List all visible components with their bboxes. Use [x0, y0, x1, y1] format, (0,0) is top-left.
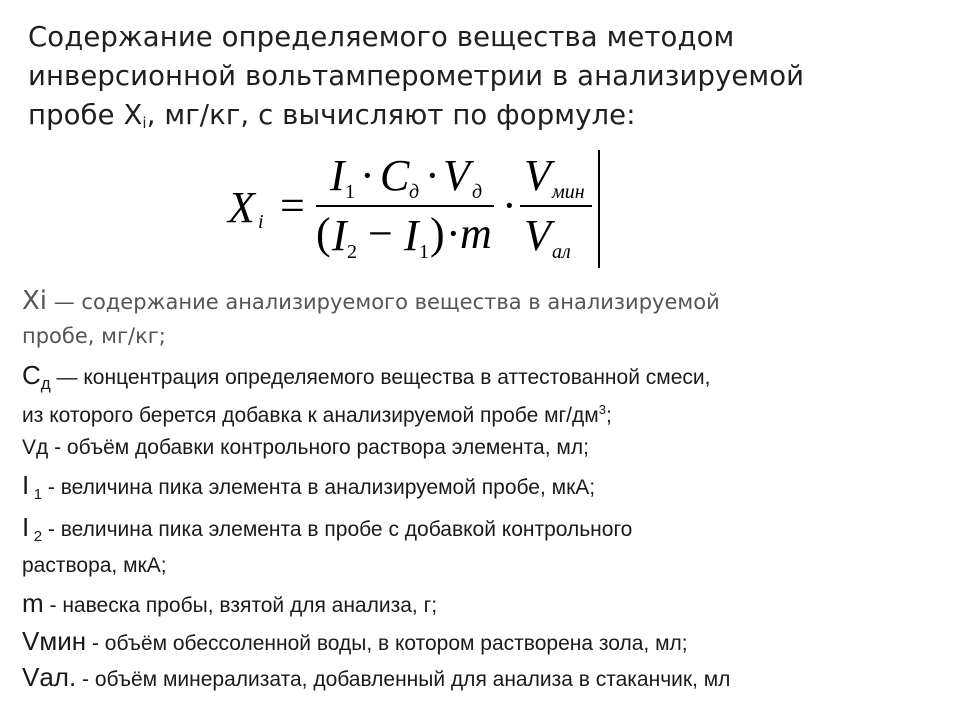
def-i2-text-1: - величина пика элемента в пробе с добавкой контрольного	[42, 518, 633, 541]
def-m-text: - навеска пробы, взятой для анализа, г;	[43, 594, 438, 617]
num1-dot-1: ·	[360, 151, 375, 200]
formula-lhs: X	[228, 183, 255, 232]
formula	[218, 150, 618, 268]
heading-line-1: Содержание определяемого вещества методом	[28, 21, 735, 53]
def-vd-text: д - объём добавки контрольного раствора элемента, мл;	[36, 436, 589, 459]
def-cd-line-1	[22, 360, 710, 394]
def-cd-text-2: из которого берется добавка к анализируемой пробе мг/дм	[22, 404, 599, 427]
def-xi-line-2	[22, 324, 166, 348]
den1-close-paren: )	[430, 209, 445, 258]
num1-I-sub: 1	[345, 181, 355, 203]
fraction-bar-1	[316, 205, 494, 207]
def-i1-line	[22, 470, 595, 503]
formula-mid-dot: ·	[502, 181, 517, 230]
def-val-text: - объём минерализата, добавленный для анализа в стаканчик, мл	[76, 668, 731, 691]
num1-C: C	[380, 151, 410, 200]
num2-V: V	[524, 151, 551, 200]
den1-I1: I	[404, 211, 419, 260]
den1-m: m	[460, 209, 492, 258]
def-xi-text-1: — содержание анализируемого вещества в анализируемой	[47, 290, 720, 314]
def-cd-text-1: — концентрация определяемого вещества в аттестованной смеси,	[50, 366, 711, 389]
num1-I: I	[330, 151, 345, 200]
den1-I2: I	[332, 211, 347, 260]
def-cd-sup: 3	[598, 402, 606, 417]
def-m-line	[22, 588, 437, 619]
num1-C-sub: д	[409, 181, 420, 203]
den1-dot: ·	[446, 209, 461, 258]
def-xi-symbol: Xi	[22, 286, 48, 316]
def-val-symbol: Vал.	[22, 662, 77, 692]
def-cd-text-2-end: ;	[605, 404, 612, 427]
formula-vertical-rule	[598, 150, 600, 268]
fraction-bar-2	[520, 205, 592, 207]
den2-V: V	[524, 211, 551, 260]
def-vmin-symbol: Vмин	[22, 626, 87, 656]
heading-line-3-post: , мг/кг, с вычисляют по формуле:	[146, 99, 636, 131]
def-xi-text-2: пробе, мг/кг;	[22, 324, 166, 348]
def-vmin-text: - объём обессоленной воды, в котором растворена зола, мл;	[86, 632, 688, 655]
def-i2-sub: 2	[33, 528, 43, 545]
den1-open-paren: (	[316, 209, 331, 258]
heading-line-3	[28, 96, 938, 135]
def-cd-symbol: С	[22, 360, 41, 390]
def-i1-text: - величина пика элемента в анализируемой пробе, мкА;	[42, 476, 596, 499]
den1-minus: −	[368, 209, 393, 258]
num1-dot-2: ·	[425, 151, 440, 200]
def-i2-text-2: раствора, мкА;	[22, 554, 167, 577]
formula-lhs-sub: i	[258, 211, 264, 233]
def-cd-line-2	[22, 402, 612, 428]
heading-line-3-sub: i	[142, 114, 147, 132]
num2-V-sub: мин	[552, 181, 585, 203]
def-i1-sub: 1	[33, 486, 43, 503]
def-i2-symbol: I	[22, 512, 30, 542]
heading-line-3-pre: пробе X	[28, 99, 143, 131]
def-i2-line-1	[22, 512, 632, 545]
def-cd-sub: д	[40, 374, 51, 393]
def-m-symbol: m	[22, 588, 44, 618]
den2-V-sub: ал	[552, 241, 571, 263]
def-val-line	[22, 662, 730, 693]
num1-V: V	[443, 151, 470, 200]
formula-equals: =	[280, 181, 305, 230]
slide-heading	[28, 18, 938, 135]
def-i1-symbol: I	[22, 470, 30, 500]
den1-I1-sub: 1	[419, 241, 429, 263]
den1-I2-sub: 2	[347, 241, 357, 263]
def-xi-line-1	[22, 286, 720, 316]
def-vd-symbol: V	[22, 436, 37, 459]
heading-line-2: инверсионной вольтамперометрии в анализируемой	[28, 60, 805, 92]
def-vd-line	[22, 436, 589, 460]
num1-V-sub: д	[472, 181, 483, 203]
def-vmin-line	[22, 626, 688, 657]
def-i2-line-2	[22, 554, 167, 578]
